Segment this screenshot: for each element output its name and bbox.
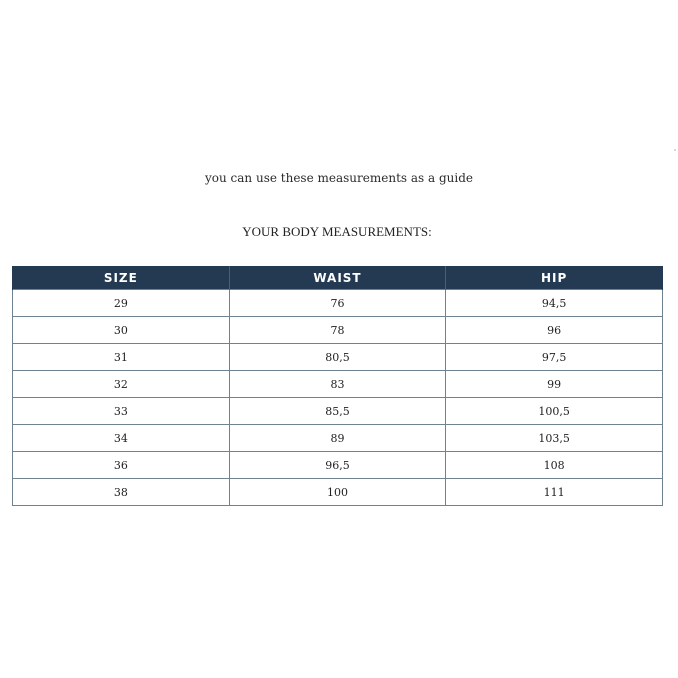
size-cell: 31 bbox=[13, 344, 230, 371]
hip-cell: 97,5 bbox=[446, 344, 663, 371]
table-row bbox=[13, 398, 663, 425]
size-cell: 36 bbox=[13, 452, 230, 479]
waist-cell: 78 bbox=[229, 317, 446, 344]
hip-cell: 99 bbox=[446, 371, 663, 398]
waist-cell: 83 bbox=[229, 371, 446, 398]
waist-cell: 76 bbox=[229, 290, 446, 317]
hip-cell: 108 bbox=[446, 452, 663, 479]
size-cell: 32 bbox=[13, 371, 230, 398]
table-row bbox=[13, 452, 663, 479]
waist-cell: 89 bbox=[229, 425, 446, 452]
size-cell: 38 bbox=[13, 479, 230, 506]
table-row bbox=[13, 317, 663, 344]
header-size: SIZE bbox=[13, 266, 230, 290]
hip-cell: 100,5 bbox=[446, 398, 663, 425]
hip-cell: 103,5 bbox=[446, 425, 663, 452]
size-cell: 29 bbox=[13, 290, 230, 317]
waist-cell: 100 bbox=[229, 479, 446, 506]
hip-cell: 96 bbox=[446, 317, 663, 344]
body-measurements-heading: YOUR BODY MEASUREMENTS: bbox=[242, 224, 432, 239]
header-hip: HIP bbox=[446, 266, 663, 290]
table-row bbox=[13, 290, 663, 317]
size-cell: 30 bbox=[13, 317, 230, 344]
size-chart-table bbox=[12, 266, 663, 506]
table-row bbox=[13, 371, 663, 398]
measurement-guide-note: you can use these measurements as a guide bbox=[205, 171, 473, 185]
table-row bbox=[13, 479, 663, 506]
table-row bbox=[13, 344, 663, 371]
header-waist: WAIST bbox=[229, 266, 446, 290]
hip-cell: 94,5 bbox=[446, 290, 663, 317]
table-row bbox=[13, 425, 663, 452]
waist-cell: 80,5 bbox=[229, 344, 446, 371]
waist-cell: 96,5 bbox=[229, 452, 446, 479]
size-cell: 33 bbox=[13, 398, 230, 425]
hip-cell: 111 bbox=[446, 479, 663, 506]
waist-cell: 85,5 bbox=[229, 398, 446, 425]
table-header-row bbox=[13, 266, 663, 290]
decorative-dot bbox=[674, 149, 676, 151]
size-cell: 34 bbox=[13, 425, 230, 452]
